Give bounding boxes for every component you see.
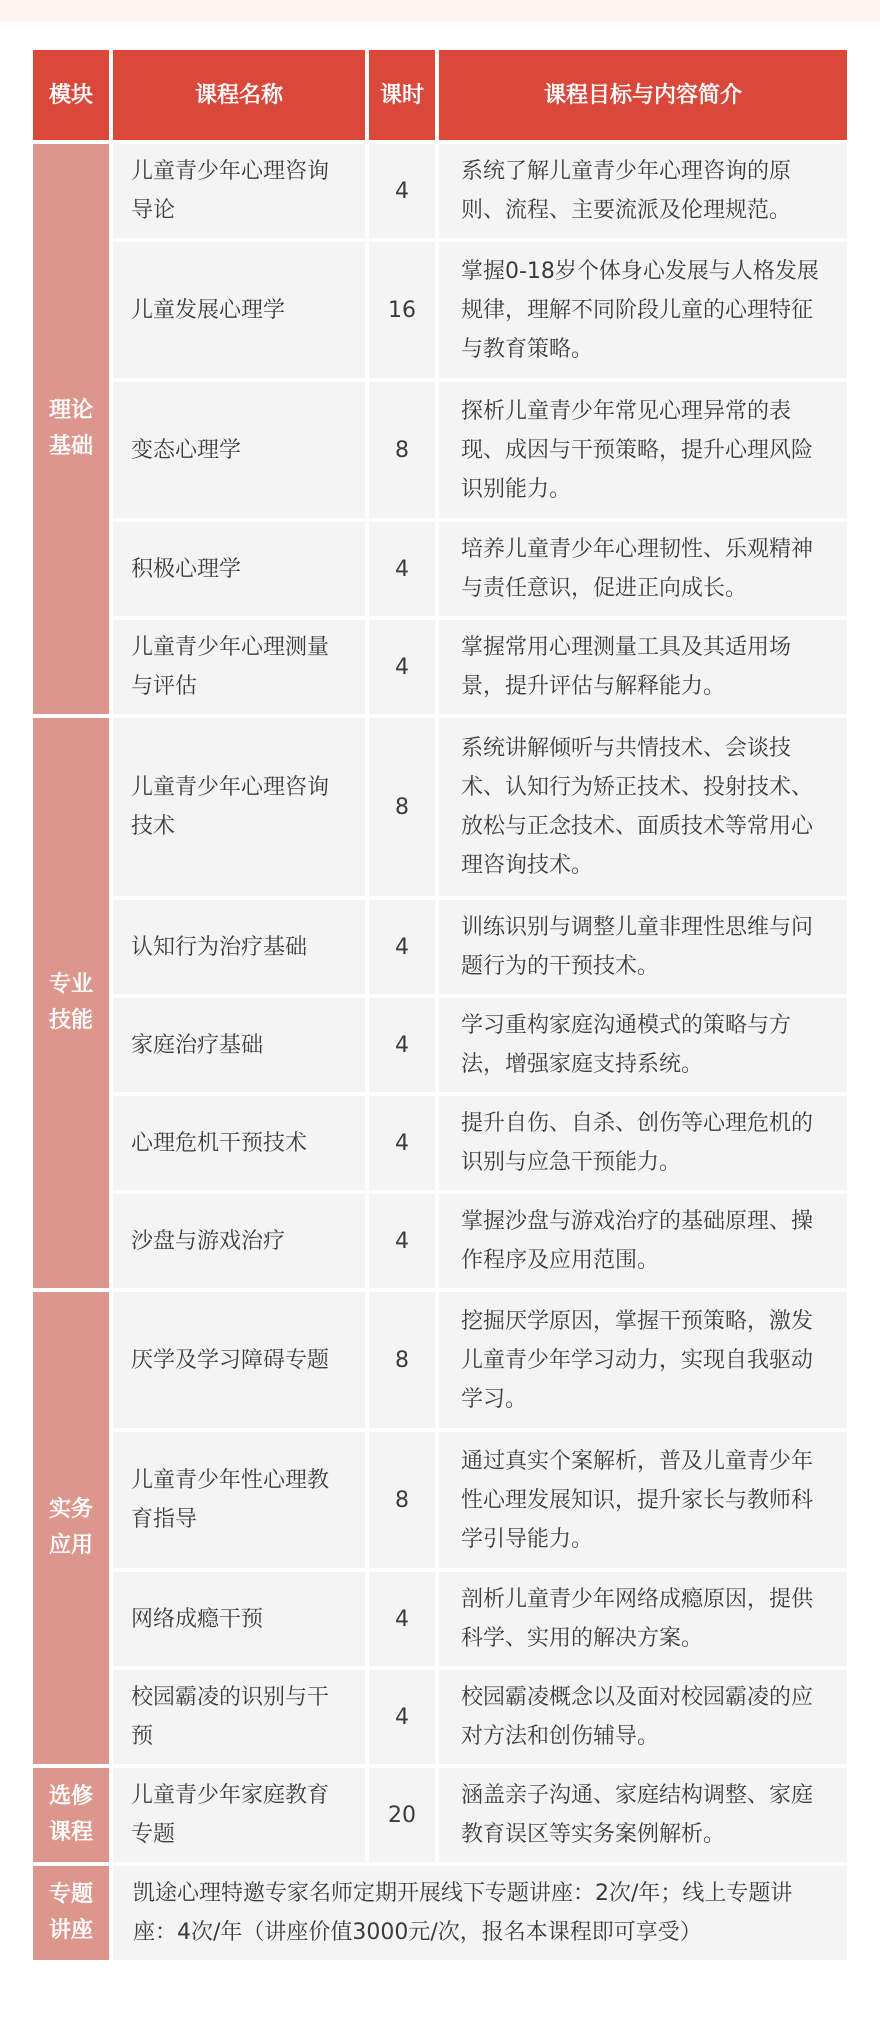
course-description: 掌握沙盘与游戏治疗的基础原理、操作程序及应用范围。 xyxy=(439,1194,847,1288)
module-practice: 实务 应用 xyxy=(33,1292,109,1764)
header-hours: 课时 xyxy=(369,50,435,140)
course-name: 认知行为治疗基础 xyxy=(113,900,365,994)
course-name: 积极心理学 xyxy=(113,522,365,616)
course-description: 掌握常用心理测量工具及其适用场景，提升评估与解释能力。 xyxy=(439,620,847,714)
header-description: 课程目标与内容简介 xyxy=(439,50,847,140)
course-hours: 4 xyxy=(369,1096,435,1190)
course-hours: 4 xyxy=(369,620,435,714)
course-description: 学习重构家庭沟通模式的策略与方法，增强家庭支持系统。 xyxy=(439,998,847,1092)
lecture-description: 凯途心理特邀专家名师定期开展线下专题讲座：2次/年；线上专题讲座：4次/年（讲座价值3000元/次，报名本课程即可享受） xyxy=(113,1866,847,1960)
course-name: 沙盘与游戏治疗 xyxy=(113,1194,365,1288)
course-hours: 16 xyxy=(369,242,435,378)
course-hours: 8 xyxy=(369,382,435,518)
course-name: 校园霸凌的识别与干预 xyxy=(113,1670,365,1764)
course-description: 探析儿童青少年常见心理异常的表现、成因与干预策略，提升心理风险识别能力。 xyxy=(439,382,847,518)
course-name: 儿童青少年家庭教育专题 xyxy=(113,1768,365,1862)
course-hours: 4 xyxy=(369,998,435,1092)
course-hours: 4 xyxy=(369,522,435,616)
course-name: 变态心理学 xyxy=(113,382,365,518)
course-description: 校园霸凌概念以及面对校园霸凌的应对方法和创伤辅导。 xyxy=(439,1670,847,1764)
course-description: 掌握0-18岁个体身心发展与人格发展规律，理解不同阶段儿童的心理特征与教育策略。 xyxy=(439,242,847,378)
course-hours: 20 xyxy=(369,1768,435,1862)
course-hours: 4 xyxy=(369,900,435,994)
course-hours: 8 xyxy=(369,718,435,896)
module-lecture: 专题 讲座 xyxy=(33,1866,109,1960)
module-theory: 理论 基础 xyxy=(33,144,109,714)
header-course-name: 课程名称 xyxy=(113,50,365,140)
course-description: 训练识别与调整儿童非理性思维与问题行为的干预技术。 xyxy=(439,900,847,994)
course-hours: 8 xyxy=(369,1292,435,1428)
course-hours: 4 xyxy=(369,1572,435,1666)
course-hours: 4 xyxy=(369,144,435,238)
course-description: 系统了解儿童青少年心理咨询的原则、流程、主要流派及伦理规范。 xyxy=(439,144,847,238)
course-name: 心理危机干预技术 xyxy=(113,1096,365,1190)
course-description: 涵盖亲子沟通、家庭结构调整、家庭教育误区等实务案例解析。 xyxy=(439,1768,847,1862)
module-elective: 选修 课程 xyxy=(33,1768,109,1862)
course-hours: 4 xyxy=(369,1194,435,1288)
course-name: 儿童青少年心理测量与评估 xyxy=(113,620,365,714)
course-description: 提升自伤、自杀、创伤等心理危机的识别与应急干预能力。 xyxy=(439,1096,847,1190)
header-module: 模块 xyxy=(33,50,109,140)
course-hours: 8 xyxy=(369,1432,435,1568)
course-name: 儿童青少年性心理教育指导 xyxy=(113,1432,365,1568)
course-description: 剖析儿童青少年网络成瘾原因，提供科学、实用的解决方案。 xyxy=(439,1572,847,1666)
course-name: 家庭治疗基础 xyxy=(113,998,365,1092)
course-name: 网络成瘾干预 xyxy=(113,1572,365,1666)
course-name: 儿童发展心理学 xyxy=(113,242,365,378)
course-name: 儿童青少年心理咨询技术 xyxy=(113,718,365,896)
course-hours: 4 xyxy=(369,1670,435,1764)
course-name: 厌学及学习障碍专题 xyxy=(113,1292,365,1428)
top-banner-strip xyxy=(0,0,880,22)
course-table xyxy=(33,50,847,1960)
course-description: 通过真实个案解析，普及儿童青少年性心理发展知识，提升家长与教师科学引导能力。 xyxy=(439,1432,847,1568)
course-description: 系统讲解倾听与共情技术、会谈技术、认知行为矫正技术、投射技术、放松与正念技术、面质技术等常用心理咨询技术。 xyxy=(439,718,847,896)
module-skills: 专业 技能 xyxy=(33,718,109,1288)
course-name: 儿童青少年心理咨询导论 xyxy=(113,144,365,238)
course-description: 培养儿童青少年心理韧性、乐观精神与责任意识，促进正向成长。 xyxy=(439,522,847,616)
course-description: 挖掘厌学原因，掌握干预策略，激发儿童青少年学习动力，实现自我驱动学习。 xyxy=(439,1292,847,1428)
